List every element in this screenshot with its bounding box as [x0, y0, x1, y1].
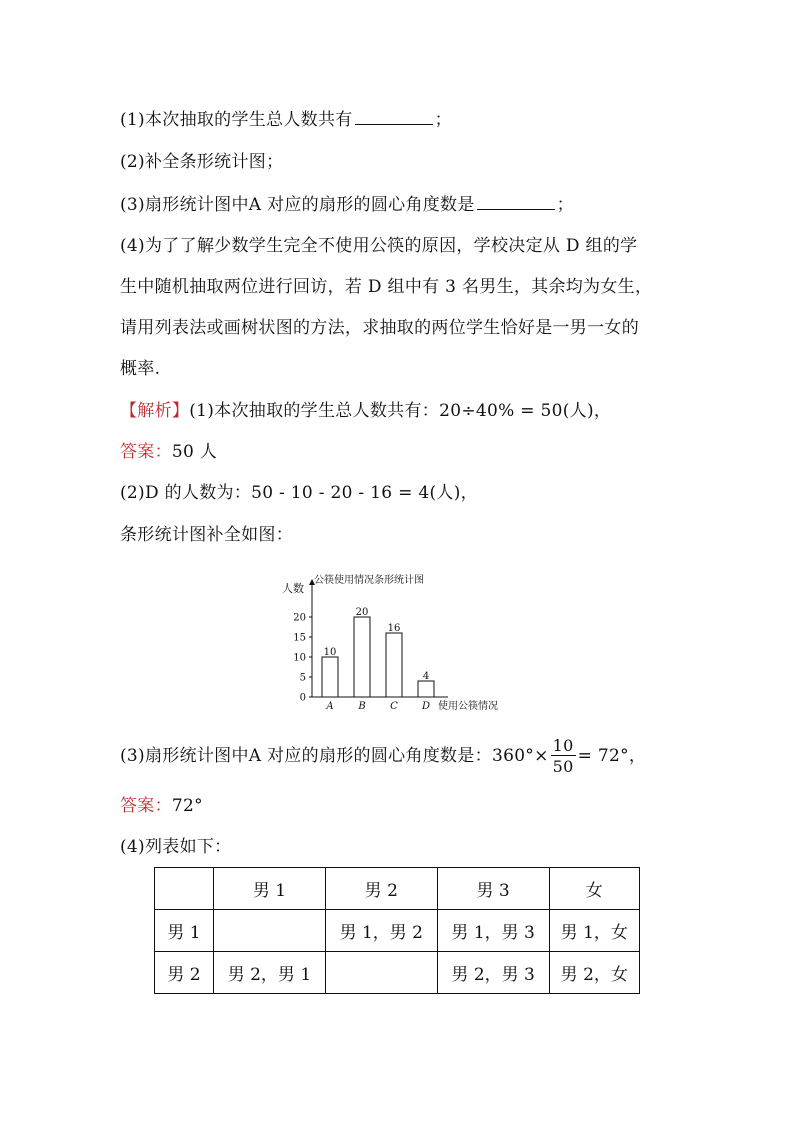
y-tick-label: 0	[299, 692, 306, 704]
solution-1-text: (1)本次抽取的学生总人数共有：20÷40% = 50(人)，	[189, 401, 612, 421]
outcome-table	[154, 867, 640, 994]
table-header-cell: 男 1	[214, 868, 326, 910]
table-cell: 男 1，女	[549, 910, 639, 952]
solution-2-chart-intro: 条形统计图补全如图：	[120, 525, 293, 545]
solution-2: (2)D 的人数为：50 - 10 - 20 - 16 = 4(人)，	[120, 483, 478, 503]
bar	[386, 633, 402, 697]
table-cell	[214, 910, 326, 952]
table-cell	[325, 952, 437, 994]
y-tick-label: 20	[293, 612, 306, 624]
bar	[354, 617, 370, 697]
table-header-row	[155, 868, 640, 910]
question-4-line-1: (4)为了了解少数学生完全不使用公筷的原因，学校决定从 D 组的学	[120, 236, 638, 256]
answer-3-value: 72°	[171, 796, 203, 816]
bar-value-label: 16	[387, 623, 401, 634]
answer-1	[120, 441, 217, 463]
chart-title: 公筷使用情况条形统计图	[314, 575, 424, 586]
bar	[418, 681, 434, 697]
question-4-line-3: 请用列表法或画树状图的方法，求抽取的两位学生恰好是一男一女的	[120, 318, 639, 338]
solution-4: (4)列表如下：	[120, 837, 232, 857]
x-axis-label: 使用公筷情况	[438, 701, 498, 712]
x-tick-label: B	[358, 701, 366, 712]
question-1	[120, 108, 452, 131]
answer-1-value: 50 人	[171, 442, 218, 462]
x-tick-label: A	[326, 701, 334, 712]
question-1-text: (1)本次抽取的学生总人数共有	[120, 110, 353, 130]
table-header-cell: 男 2	[325, 868, 437, 910]
solution-3-text: (3)扇形统计图中A 对应的扇形的圆心角度数是：360°×	[120, 746, 549, 766]
y-tick-label: 10	[293, 652, 306, 664]
answer-blank	[355, 108, 433, 125]
bar-value-label: 4	[422, 671, 430, 682]
table-cell: 男 1，男 2	[325, 910, 437, 952]
answer-blank	[477, 193, 555, 210]
table-row-header: 男 1	[155, 910, 214, 952]
fraction-numerator: 10	[552, 736, 574, 755]
table-header-cell: 女	[549, 868, 639, 910]
x-tick-label: D	[421, 701, 431, 712]
answer-3	[120, 795, 203, 817]
question-3-text: (3)扇形统计图中A 对应的扇形的圆心角度数是	[120, 195, 475, 215]
analysis-tag: 【解析】	[120, 401, 190, 421]
table-cell: 男 1，男 3	[437, 910, 549, 952]
bar-chart	[278, 570, 518, 716]
table-cell: 男 2，男 1	[214, 952, 326, 994]
fraction-denominator: 50	[552, 757, 574, 776]
table-row-header: 男 2	[155, 952, 214, 994]
answer-1-label: 答案：	[120, 442, 172, 462]
bar-value-label: 10	[323, 647, 337, 658]
table-row	[155, 952, 640, 994]
table-row	[155, 910, 640, 952]
y-tick-label: 5	[299, 672, 306, 684]
answer-3-label: 答案：	[120, 796, 172, 816]
table-cell: 男 2，男 3	[437, 952, 549, 994]
question-3-suffix: ；	[556, 195, 574, 215]
question-3	[120, 193, 574, 216]
bar	[322, 657, 338, 697]
y-axis-label: 人数	[282, 582, 304, 595]
solution-1	[120, 400, 611, 422]
fraction	[551, 737, 576, 776]
question-4-line-2: 生中随机抽取两位进行回访，若 D 组中有 3 名男生，其余均为女生，	[120, 277, 653, 297]
question-1-suffix: ；	[434, 110, 452, 130]
table-header-cell: 男 3	[437, 868, 549, 910]
solution-3-suffix: = 72°，	[577, 746, 647, 766]
x-tick-label: C	[390, 701, 398, 712]
solution-3	[120, 736, 646, 776]
table-cell	[155, 868, 214, 910]
question-4-line-4: 概率.	[120, 359, 161, 379]
bar-value-label: 20	[355, 607, 369, 618]
y-tick-label: 15	[293, 632, 306, 644]
question-2: (2)补全条形统计图；	[120, 152, 284, 172]
table-cell: 男 2，女	[549, 952, 639, 994]
